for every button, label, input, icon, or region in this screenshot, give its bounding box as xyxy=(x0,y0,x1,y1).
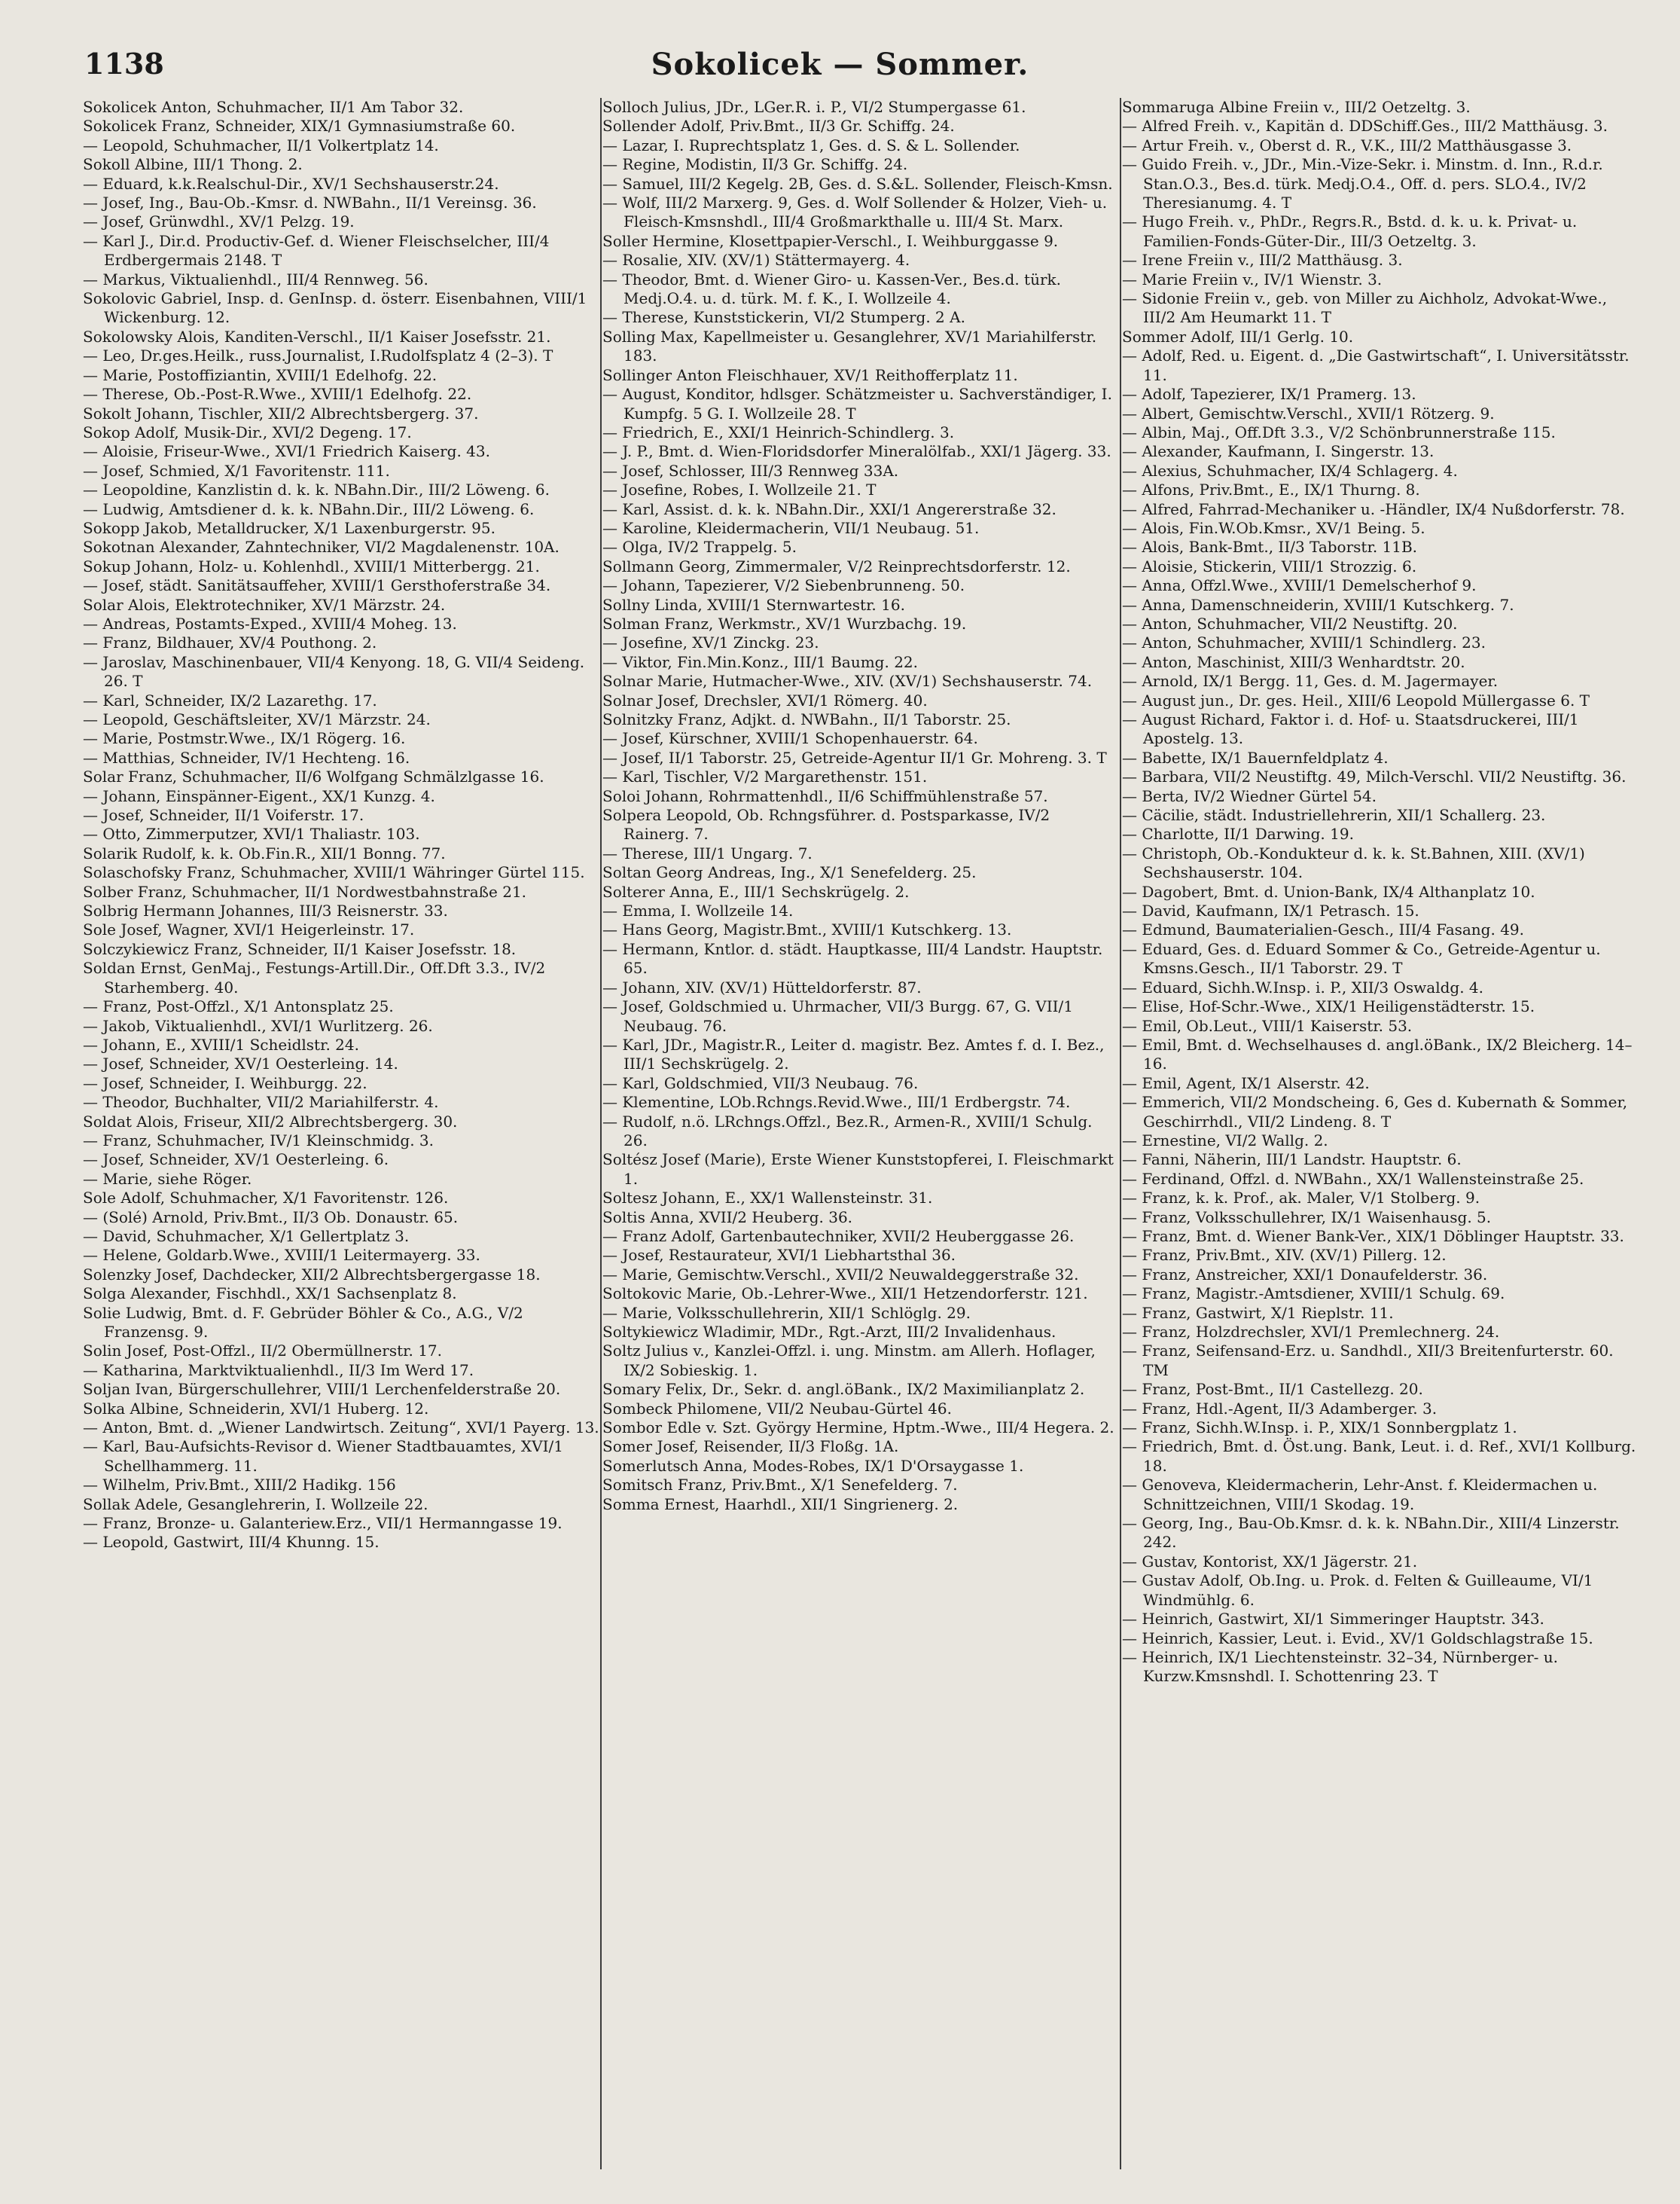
directory-entry: — Eduard, Ges. d. Eduard Sommer & Co., Getreide-Agentur u. Kmsns.Gesch., II/1 Taborstr. 29. T xyxy=(1122,939,1601,978)
directory-entry: — Anna, Offzl.Wwe., XVIII/1 Demelscherhof 9. xyxy=(1122,576,1477,595)
directory-entry: — Otto, Zimmerputzer, XVI/1 Thaliastr. 103. xyxy=(83,825,420,844)
directory-entry: — Anton, Bmt. d. „Wiener Landwirtsch. Zeitung“, XVI/1 Payerg. 13. xyxy=(83,1418,599,1437)
directory-entry: — Fanni, Näherin, III/1 Landstr. Hauptstr. 6. xyxy=(1122,1150,1462,1169)
directory-entry: — Franz, Post-Offzl., X/1 Antonsplatz 25. xyxy=(83,997,394,1016)
directory-entry: — Gustav Adolf, Ob.Ing. u. Prok. d. Felten & Guilleaume, VI/1 Windmühlg. 6. xyxy=(1122,1571,1593,1609)
directory-entry: — Therese, III/1 Ungarg. 7. xyxy=(602,844,813,862)
directory-entry: — Franz, Volksschullehrer, IX/1 Waisenhausg. 5. xyxy=(1122,1207,1492,1226)
directory-entry: — Josef, Schneider, I. Weihburgg. 22. xyxy=(83,1073,367,1092)
directory-entry: — Aloisie, Stickerin, VIII/1 Strozzig. 6. xyxy=(1122,557,1417,575)
directory-entry: — Elise, Hof-Schr.-Wwe., XIX/1 Heiligenstädterstr. 15. xyxy=(1122,997,1535,1016)
directory-entry: Sombor Edle v. Szt. György Hermine, Hptm.-Wwe., III/4 Hegera. 2. xyxy=(602,1418,1114,1437)
directory-entry: Soloi Johann, Rohrmattenhdl., II/6 Schiffmühlenstraße 57. xyxy=(602,786,1048,805)
directory-entry: — Dagobert, Bmt. d. Union-Bank, IX/4 Althanplatz 10. xyxy=(1122,882,1535,901)
directory-entry: — Eduard, Sichh.W.Insp. i. P., XII/3 Oswaldg. 4. xyxy=(1122,978,1483,997)
directory-entry: — Edmund, Baumaterialien-Gesch., III/4 Fasang. 49. xyxy=(1122,920,1525,939)
directory-entry: Solar Franz, Schuhmacher, II/6 Wolfgang Schmälzlgasse 16. xyxy=(83,768,544,786)
directory-entry: — J. P., Bmt. d. Wien-Floridsdorfer Mineralölfab., XXI/1 Jägerg. 33. xyxy=(602,442,1111,461)
directory-entry: — Marie, Volksschullehrerin, XII/1 Schlöglg. 29. xyxy=(602,1303,971,1322)
directory-entry: — Anton, Maschinist, XIII/3 Wenhardtstr. 20. xyxy=(1122,652,1465,671)
directory-entry: — Karl, Goldschmied, VII/3 Neubaug. 76. xyxy=(602,1073,919,1092)
directory-entry: Sokoll Albine, III/1 Thong. 2. xyxy=(83,155,303,174)
directory-entry: Soltesz Johann, E., XX/1 Wallensteinstr. 31. xyxy=(602,1189,933,1207)
directory-entry: — Berta, IV/2 Wiedner Gürtel 54. xyxy=(1122,786,1377,805)
directory-entry: — Franz, Sichh.W.Insp. i. P., XIX/1 Sonnbergplatz 1. xyxy=(1122,1418,1517,1437)
directory-entry: — Franz, Bildhauer, XV/4 Pouthong. 2. xyxy=(83,633,377,652)
directory-entry: — Barbara, VII/2 Neustiftg. 49, Milch-Verschl. VII/2 Neustiftg. 36. xyxy=(1122,768,1627,786)
directory-entry: Sommaruga Albine Freiin v., III/2 Oetzeltg. 3. xyxy=(1122,98,1471,116)
directory-entry: — Franz, Hdl.-Agent, II/3 Adamberger. 3. xyxy=(1122,1399,1438,1418)
directory-entry: — Genoveva, Kleidermacherin, Lehr-Anst. f. Kleidermachen u. Schnittzeichnen, VIII/1 Skodag. 19. xyxy=(1122,1476,1598,1513)
directory-entry: — Therese, Kunststickerin, VI/2 Stumperg. 2 A. xyxy=(602,308,965,327)
directory-entry: — Josef, Schmied, X/1 Favoritenstr. 111. xyxy=(83,461,390,480)
directory-entry: — Josef, städt. Sanitätsauffeher, XVIII/1 Gersthoferstraße 34. xyxy=(83,576,551,595)
directory-entry: Sokup Johann, Holz- u. Kohlenhdl., XVIII/1 Mitterbergg. 21. xyxy=(83,557,540,575)
directory-entry: — Ferdinand, Offzl. d. NWBahn., XX/1 Wallensteinstraße 25. xyxy=(1122,1169,1584,1188)
directory-entry: — Babette, IX/1 Bauernfeldplatz 4. xyxy=(1122,748,1389,767)
directory-entry: Sollinger Anton Fleischhauer, XV/1 Reithofferplatz 11. xyxy=(602,365,1018,384)
directory-entry: Somerlutsch Anna, Modes-Robes, IX/1 D'Orsaygasse 1. xyxy=(602,1456,1024,1475)
directory-entry: — Alexius, Schuhmacher, IX/4 Schlagerg. 4. xyxy=(1122,461,1458,480)
directory-entry: — Leopold, Schuhmacher, II/1 Volkertplatz 14. xyxy=(83,136,439,154)
directory-entry: — Therese, Ob.-Post-R.Wwe., XVIII/1 Edelhofg. 22. xyxy=(83,385,472,404)
directory-entry: — Josef, Schneider, XV/1 Oesterleing. 6. xyxy=(83,1150,389,1169)
directory-entry: — Emma, I. Wollzeile 14. xyxy=(602,902,794,920)
directory-entry: Sokop Adolf, Musik-Dir., XVI/2 Degeng. 17. xyxy=(83,423,412,441)
directory-entry: Solber Franz, Schuhmacher, II/1 Nordwestbahnstraße 21. xyxy=(83,882,527,901)
directory-entry: — Josef, Goldschmied u. Uhrmacher, VII/3 Burgg. 67, G. VII/1 Neubaug. 76. xyxy=(602,997,1073,1035)
directory-entry: — David, Kaufmann, IX/1 Petrasch. 15. xyxy=(1122,902,1419,920)
directory-entry: — Karl, Schneider, IX/2 Lazarethg. 17. xyxy=(83,691,377,710)
directory-entry: Solin Josef, Post-Offzl., II/2 Obermüllnerstr. 17. xyxy=(83,1342,443,1360)
directory-entry: Solling Max, Kapellmeister u. Gesanglehrer, XV/1 Mariahilferstr. 183. xyxy=(602,327,1097,365)
directory-entry: Sommer Adolf, III/1 Gerlg. 10. xyxy=(1122,327,1354,346)
directory-entry: — Rudolf, n.ö. LRchngs.Offzl., Bez.R., Armen-R., XVIII/1 Schulg. 26. xyxy=(602,1112,1093,1149)
directory-entry: Soldat Alois, Friseur, XII/2 Albrechtsbergerg. 30. xyxy=(83,1112,458,1131)
directory-entry: — Karl, JDr., Magistr.R., Leiter d. magistr. Bez. Amtes f. d. I. Bez., III/1 Sechskrügelg. 2. xyxy=(602,1035,1105,1073)
directory-entry: — Karl, Bau-Aufsichts-Revisor d. Wiener Stadtbauamtes, XVI/1 Schellhammerg. 11. xyxy=(83,1437,563,1475)
directory-entry: — Regine, Modistin, II/3 Gr. Schiffg. 24. xyxy=(602,155,908,174)
directory-entry: — August, Konditor, hdlsger. Schätzmeister u. Sachverständiger, I. Kumpfg. 5 G. I. Wollzeile 28. T xyxy=(602,385,1112,423)
directory-entry: — Emil, Agent, IX/1 Alserstr. 42. xyxy=(1122,1073,1370,1092)
directory-entry: Solka Albine, Schneiderin, XVI/1 Huberg. 12. xyxy=(83,1399,429,1418)
directory-entry: — Leo, Dr.ges.Heilk., russ.Journalist, I.Rudolfsplatz 4 (2–3). T xyxy=(83,346,553,365)
directory-entry: Solloch Julius, JDr., LGer.R. i. P., VI/2 Stumpergasse 61. xyxy=(602,98,1026,116)
directory-entry: — Heinrich, Gastwirt, XI/1 Simmeringer Hauptstr. 343. xyxy=(1122,1610,1544,1629)
directory-entry: Sole Adolf, Schuhmacher, X/1 Favoritenstr. 126. xyxy=(83,1189,449,1207)
directory-entry: — Franz, Holzdrechsler, XVI/1 Premlechnerg. 24. xyxy=(1122,1323,1500,1341)
directory-entry: — Heinrich, IX/1 Liechtensteinstr. 32–34, Nürnberger- u. Kurzw.Kmsnshdl. I. Schottenring 23. T xyxy=(1122,1647,1558,1686)
directory-entry: — Karoline, Kleidermacherin, VII/1 Neubaug. 51. xyxy=(602,518,980,537)
directory-entry: — Viktor, Fin.Min.Konz., III/1 Baumg. 22. xyxy=(602,652,918,671)
directory-entry: — Franz, Bmt. d. Wiener Bank-Ver., XIX/1 Döblinger Hauptstr. 33. xyxy=(1122,1226,1624,1245)
directory-entry: Solaschofsky Franz, Schuhmacher, XVIII/1 Währinger Gürtel 115. xyxy=(83,863,585,882)
directory-entry: — Johann, E., XVIII/1 Scheidlstr. 24. xyxy=(83,1035,359,1054)
directory-entry: — Josef, Schneider, II/1 Voiferstr. 17. xyxy=(83,806,364,825)
directory-entry: — Irene Freiin v., III/2 Matthäusg. 3. xyxy=(1122,251,1403,270)
directory-entry: Solarik Rudolf, k. k. Ob.Fin.R., XII/1 Bonng. 77. xyxy=(83,844,446,862)
directory-entry: — Friedrich, Bmt. d. Öst.ung. Bank, Leut. i. d. Ref., XVI/1 Kollburg. 18. xyxy=(1122,1437,1636,1475)
directory-entry: — Alexander, Kaufmann, I. Singerstr. 13. xyxy=(1122,442,1435,461)
directory-entry: Sokolt Johann, Tischler, XII/2 Albrechtsbergerg. 37. xyxy=(83,404,479,423)
directory-entry: — Albin, Maj., Off.Dft 3.3., V/2 Schönbrunnerstraße 115. xyxy=(1122,423,1556,441)
column-divider xyxy=(600,98,602,2169)
directory-entry: — Josefine, XV/1 Zinckg. 23. xyxy=(602,633,819,652)
directory-entry: — Albert, Gemischtw.Verschl., XVII/1 Rötzerg. 9. xyxy=(1122,404,1495,423)
directory-entry: — Samuel, III/2 Kegelg. 2B, Ges. d. S.&L. Sollender, Fleisch-Kmsn. xyxy=(602,174,1113,193)
directory-entry: — Jakob, Viktualienhdl., XVI/1 Wurlitzerg. 26. xyxy=(83,1016,433,1035)
directory-entry: Solnar Josef, Drechsler, XVI/1 Römerg. 40. xyxy=(602,691,928,710)
directory-entry: — Guido Freih. v., JDr., Min.-Vize-Sekr. i. Minstm. d. Inn., R.d.r. Stan.O.3., Bes.d. türk. Medj.O.4., Off. d. pers. SLO.4., IV/2 Theresianumg. 4. T xyxy=(1122,155,1603,212)
directory-entry: — Alfred, Fahrrad-Mechaniker u. -Händler, IX/4 Nußdorferstr. 78. xyxy=(1122,499,1625,518)
directory-entry: — Alois, Fin.W.Ob.Kmsr., XV/1 Being. 5. xyxy=(1122,518,1425,537)
directory-entry: — Wolf, III/2 Marxerg. 9, Ges. d. Wolf Sollender & Holzer, Vieh- u. Fleisch-Kmsnshdl., III/4 Großmarkthalle u. III/4 St. Marx. xyxy=(602,194,1108,231)
directory-entry: — Georg, Ing., Bau-Ob.Kmsr. d. k. k. NBahn.Dir., XIII/4 Linzerstr. 242. xyxy=(1122,1514,1620,1552)
directory-entry: — Heinrich, Kassier, Leut. i. Evid., XV/1 Goldschlagstraße 15. xyxy=(1122,1629,1593,1647)
directory-entry: — Anton, Schuhmacher, VII/2 Neustiftg. 20. xyxy=(1122,614,1458,633)
directory-entry: — Olga, IV/2 Trappelg. 5. xyxy=(602,538,797,557)
directory-entry: Soltykiewicz Wladimir, MDr., Rgt.-Arzt, III/2 Invalidenhaus. xyxy=(602,1323,1056,1341)
directory-entry: Soltokovic Marie, Ob.-Lehrer-Wwe., XII/1 Hetzendorferstr. 121. xyxy=(602,1284,1088,1303)
directory-entry: — Hugo Freih. v., PhDr., Regrs.R., Bstd. d. k. u. k. Privat- u. Familien-Fonds-Güter-Dir., III/3 Oetzeltg. 3. xyxy=(1122,212,1578,250)
directory-entry: Solenzky Josef, Dachdecker, XII/2 Albrechtsbergergasse 18. xyxy=(83,1265,541,1284)
directory-entry: — Theodor, Bmt. d. Wiener Giro- u. Kassen-Ver., Bes.d. türk. Medj.O.4. u. d. türk. M. f. K., I. Wollzeile 4. xyxy=(602,270,1061,308)
directory-entry: Somma Ernest, Haarhdl., XII/1 Singrienerg. 2. xyxy=(602,1494,959,1513)
directory-entry: — Franz, Magistr.-Amtsdiener, XVIII/1 Schulg. 69. xyxy=(1122,1284,1505,1303)
directory-entry: — Lazar, I. Ruprechtsplatz 1, Ges. d. S. & L. Sollender. xyxy=(602,136,1020,154)
directory-entry: — Sidonie Freiin v., geb. von Miller zu Aichholz, Advokat-Wwe., III/2 Am Heumarkt 11. T xyxy=(1122,289,1608,327)
directory-entry: — Emil, Ob.Leut., VIII/1 Kaiserstr. 53. xyxy=(1122,1016,1413,1035)
directory-entry: — Josef, Grünwdhl., XV/1 Pelzg. 19. xyxy=(83,212,355,231)
directory-entry: — Marie, siehe Röger. xyxy=(83,1169,252,1188)
directory-entry: Somitsch Franz, Priv.Bmt., X/1 Senefelderg. 7. xyxy=(602,1476,958,1494)
directory-entry: — Katharina, Marktviktualienhdl., II/3 Im Werd 17. xyxy=(83,1360,474,1379)
directory-entry: — Marie Freiin v., IV/1 Wienstr. 3. xyxy=(1122,270,1383,288)
directory-entry: — Karl, Assist. d. k. k. NBahn.Dir., XXI/1 Angererstraße 32. xyxy=(602,499,1056,518)
directory-entry: — Emmerich, VII/2 Mondscheing. 6, Ges d. Kubernath & Sommer, Geschirrhdl., VII/2 Lindeng. 8. T xyxy=(1122,1093,1628,1131)
column-2 xyxy=(602,98,1119,2177)
directory-entry: Sollender Adolf, Priv.Bmt., II/3 Gr. Schiffg. 24. xyxy=(602,117,955,136)
directory-entry: Soltz Julius v., Kanzlei-Offzl. i. ung. Minstm. am Allerh. Hoflager, IX/2 Sobieskig. 1. xyxy=(602,1342,1096,1379)
directory-entry: — Jaroslav, Maschinenbauer, VII/4 Kenyong. 18, G. VII/4 Seideng. 26. T xyxy=(83,652,585,691)
directory-entry: — Klementine, LOb.Rchngs.Revid.Wwe., III/1 Erdbergstr. 74. xyxy=(602,1093,1071,1112)
directory-entry: Sokolovic Gabriel, Insp. d. GenInsp. d. österr. Eisenbahnen, VIII/1 Wickenburg. 12. xyxy=(83,289,587,327)
directory-entry: Solman Franz, Werkmstr., XV/1 Wurzbachg. 19. xyxy=(602,614,967,633)
directory-entry: Sombeck Philomene, VII/2 Neubau-Gürtel 46. xyxy=(602,1399,952,1418)
directory-entry: — Franz Adolf, Gartenbautechniker, XVII/2 Heuberggasse 26. xyxy=(602,1226,1075,1245)
directory-entry: — Franz, Post-Bmt., II/1 Castellezg. 20. xyxy=(1122,1380,1423,1399)
directory-entry: — Eduard, k.k.Realschul-Dir., XV/1 Sechshauserstr.24. xyxy=(83,174,499,193)
directory-entry: — Josef, II/1 Taborstr. 25, Getreide-Agentur II/1 Gr. Mohreng. 3. T xyxy=(602,748,1107,767)
directory-entry: — Friedrich, E., XXI/1 Heinrich-Schindlerg. 3. xyxy=(602,423,955,441)
directory-entry: Solie Ludwig, Bmt. d. F. Gebrüder Böhler & Co., A.G., V/2 Franzensg. 9. xyxy=(83,1303,523,1341)
directory-entry: — Wilhelm, Priv.Bmt., XIII/2 Hadikg. 156 xyxy=(83,1476,396,1494)
column-divider xyxy=(1120,98,1121,2169)
directory-entry: Soljan Ivan, Bürgerschullehrer, VIII/1 Lerchenfelderstraße 20. xyxy=(83,1380,561,1399)
directory-entry: Soltész Josef (Marie), Erste Wiener Kunststopferei, I. Fleischmarkt 1. xyxy=(602,1150,1114,1188)
directory-entry: — Marie, Postmstr.Wwe., IX/1 Rögerg. 16. xyxy=(83,729,406,748)
directory-entry: — Ludwig, Amtsdiener d. k. k. NBahn.Dir., III/2 Löweng. 6. xyxy=(83,499,535,518)
directory-entry: Somary Felix, Dr., Sekr. d. angl.öBank., IX/2 Maximilianplatz 2. xyxy=(602,1380,1085,1399)
directory-entry: Sokotnan Alexander, Zahntechniker, VI/2 Magdalenenstr. 10A. xyxy=(83,538,559,557)
directory-entry: Solterer Anna, E., III/1 Sechskrügelg. 2. xyxy=(602,882,910,901)
directory-entry: Soltis Anna, XVII/2 Heuberg. 36. xyxy=(602,1207,853,1226)
directory-entry: — Aloisie, Friseur-Wwe., XVI/1 Friedrich Kaiserg. 43. xyxy=(83,442,490,461)
directory-entry: — Johann, XIV. (XV/1) Hütteldorferstr. 87. xyxy=(602,978,922,997)
directory-entry: — August Richard, Faktor i. d. Hof- u. Staatsdruckerei, III/1 Apostelg. 13. xyxy=(1122,710,1579,748)
page-header xyxy=(0,47,1680,92)
directory-entry: — Karl J., Dir.d. Productiv-Gef. d. Wiener Fleischselcher, III/4 Erdbergermais 2148. T xyxy=(83,231,550,270)
directory-entry: Soller Hermine, Klosettpapier-Verschl., I. Weihburggasse 9. xyxy=(602,231,1059,250)
directory-entry: — Franz, k. k. Prof., ak. Maler, V/1 Stolberg. 9. xyxy=(1122,1189,1480,1207)
directory-entry: Solga Alexander, Fischhdl., XX/1 Sachsenplatz 8. xyxy=(83,1284,457,1303)
directory-entry: — Emil, Bmt. d. Wechselhauses d. angl.öBank., IX/2 Bleicherg. 14–16. xyxy=(1122,1035,1633,1073)
directory-entry: — Marie, Gemischtw.Verschl., XVII/2 Neuwaldeggerstraße 32. xyxy=(602,1265,1079,1284)
directory-entry: — Markus, Viktualienhdl., III/4 Rennweg. 56. xyxy=(83,270,428,288)
directory-entry: — Franz, Schuhmacher, IV/1 Kleinschmidg. 3. xyxy=(83,1131,434,1149)
directory-entry: — Josefine, Robes, I. Wollzeile 21. T xyxy=(602,481,877,499)
directory-entry: — Andreas, Postamts-Exped., XVIII/4 Moheg. 13. xyxy=(83,614,457,633)
directory-entry: — Ernestine, VI/2 Wallg. 2. xyxy=(1122,1131,1328,1149)
directory-entry: — Leopoldine, Kanzlistin d. k. k. NBahn.Dir., III/2 Löweng. 6. xyxy=(83,481,550,499)
directory-entry: — Leopold, Geschäftsleiter, XV/1 Märzstr. 24. xyxy=(83,710,431,728)
directory-entry: Solnitzky Franz, Adjkt. d. NWBahn., II/1 Taborstr. 25. xyxy=(602,710,1011,728)
directory-entry: — Josef, Restaurateur, XVI/1 Liebhartsthal 36. xyxy=(602,1246,956,1265)
directory-entry: — Matthias, Schneider, IV/1 Hechteng. 16. xyxy=(83,748,410,767)
directory-entry: — Franz, Anstreicher, XXI/1 Donaufelderstr. 36. xyxy=(1122,1265,1488,1284)
directory-entry: — Adolf, Tapezierer, IX/1 Pramerg. 13. xyxy=(1122,385,1416,404)
directory-entry: Soldan Ernst, GenMaj., Festungs-Artill.Dir., Off.Dft 3.3., IV/2 Starhemberg. 40. xyxy=(83,959,546,997)
directory-entry: — David, Schuhmacher, X/1 Gellertplatz 3. xyxy=(83,1226,410,1245)
directory-entry: — Anna, Damenschneiderin, XVIII/1 Kutschkerg. 7. xyxy=(1122,595,1514,614)
directory-entry: — Artur Freih. v., Oberst d. R., V.K., III/2 Matthäusgasse 3. xyxy=(1122,136,1572,154)
directory-entry: — Adolf, Red. u. Eigent. d. „Die Gastwirtschaft“, I. Universitätsstr. 11. xyxy=(1122,346,1630,384)
directory-entry: — Josef, Schlosser, III/3 Rennweg 33A. xyxy=(602,461,899,480)
directory-entry: Sollmann Georg, Zimmermaler, V/2 Reinprechtsdorferstr. 12. xyxy=(602,557,1071,575)
directory-entry: — Theodor, Buchhalter, VII/2 Mariahilferstr. 4. xyxy=(83,1093,439,1112)
directory-entry: Solczykiewicz Franz, Schneider, II/1 Kaiser Josefsstr. 18. xyxy=(83,939,517,958)
directory-entry: Sollak Adele, Gesanglehrerin, I. Wollzeile 22. xyxy=(83,1494,428,1513)
directory-entry: — Arnold, IX/1 Bergg. 11, Ges. d. M. Jagermayer. xyxy=(1122,672,1499,691)
page-title: Sokolicek — Sommer. xyxy=(651,47,1029,82)
directory-entry: — Johann, Einspänner-Eigent., XX/1 Kunzg. 4. xyxy=(83,786,435,805)
directory-entry: — Karl, Tischler, V/2 Margarethenstr. 151. xyxy=(602,768,928,786)
directory-entry: Solpera Leopold, Ob. Rchngsführer. d. Postsparkasse, IV/2 Rainerg. 7. xyxy=(602,806,1050,844)
directory-entry: Solnar Marie, Hutmacher-Wwe., XIV. (XV/1) Sechshauserstr. 74. xyxy=(602,672,1093,691)
directory-entry: Sokolicek Anton, Schuhmacher, II/1 Am Tabor 32. xyxy=(83,98,464,116)
directory-entry: — Leopold, Gastwirt, III/4 Khunng. 15. xyxy=(83,1533,380,1552)
directory-entry: — Christoph, Ob.-Kondukteur d. k. k. St.Bahnen, XIII. (XV/1) Sechshauserstr. 104. xyxy=(1122,844,1585,882)
column-1 xyxy=(83,98,599,2177)
directory-entry: — Josef, Ing., Bau-Ob.-Kmsr. d. NWBahn., II/1 Vereinsg. 36. xyxy=(83,194,537,212)
directory-entry: — Franz, Gastwirt, X/1 Rieplstr. 11. xyxy=(1122,1303,1394,1322)
directory-entry: — Cäcilie, städt. Industriellehrerin, XII/1 Schallerg. 23. xyxy=(1122,806,1546,825)
directory-entry: — Franz, Seifensand-Erz. u. Sandhdl., XII/3 Breitenfurterstr. 60. TM xyxy=(1122,1342,1614,1379)
directory-entry: — August jun., Dr. ges. Heil., XIII/6 Leopold Müllergasse 6. T xyxy=(1122,691,1590,710)
directory-entry: — Marie, Postoffiziantin, XVIII/1 Edelhofg. 22. xyxy=(83,365,438,384)
directory-entry: — Gustav, Kontorist, XX/1 Jägerstr. 21. xyxy=(1122,1552,1418,1571)
directory-entry: — Hans Georg, Magistr.Bmt., XVIII/1 Kutschkerg. 13. xyxy=(602,920,1012,939)
directory-entry: Sokolowsky Alois, Kanditen-Verschl., II/1 Kaiser Josefsstr. 21. xyxy=(83,327,551,346)
directory-entry: — Charlotte, II/1 Darwing. 19. xyxy=(1122,825,1354,844)
directory-entry: — Hermann, Kntlor. d. städt. Hauptkasse, III/4 Landstr. Hauptstr. 65. xyxy=(602,939,1103,978)
directory-entry: Soltan Georg Andreas, Ing., X/1 Senefelderg. 25. xyxy=(602,863,977,882)
directory-entry: Somer Josef, Reisender, II/3 Floßg. 1A. xyxy=(602,1437,899,1456)
page-number: 1138 xyxy=(84,47,164,81)
directory-entry: — Alfons, Priv.Bmt., E., IX/1 Thurng. 8. xyxy=(1122,481,1420,499)
directory-entry: — Rosalie, XIV. (XV/1) Stättermayerg. 4. xyxy=(602,251,910,270)
directory-entry: Sokopp Jakob, Metalldrucker, X/1 Laxenburgerstr. 95. xyxy=(83,518,495,537)
directory-entry: Sole Josef, Wagner, XVI/1 Heigerleinstr. 17. xyxy=(83,920,415,939)
directory-entry: — Alois, Bank-Bmt., II/3 Taborstr. 11B. xyxy=(1122,538,1418,557)
directory-entry: — Anton, Schuhmacher, XVIII/1 Schindlerg. 23. xyxy=(1122,633,1486,652)
directory-entry: — (Solé) Arnold, Priv.Bmt., II/3 Ob. Donaustr. 65. xyxy=(83,1207,459,1226)
directory-entry: — Josef, Schneider, XV/1 Oesterleing. 14. xyxy=(83,1055,398,1073)
column-3 xyxy=(1122,98,1639,2177)
directory-entry: Sollny Linda, XVIII/1 Sternwartestr. 16. xyxy=(602,595,905,614)
directory-entry: Sokolicek Franz, Schneider, XIX/1 Gymnasiumstraße 60. xyxy=(83,117,516,136)
directory-entry: — Franz, Priv.Bmt., XIV. (XV/1) Pillerg. 12. xyxy=(1122,1246,1447,1265)
directory-entry: — Helene, Goldarb.Wwe., XVIII/1 Leitermayerg. 33. xyxy=(83,1246,480,1265)
directory-entry: — Alfred Freih. v., Kapitän d. DDSchiff.Ges., III/2 Matthäusg. 3. xyxy=(1122,117,1608,136)
directory-entry: — Franz, Bronze- u. Galanteriew.Erz., VII/1 Hermanngasse 19. xyxy=(83,1514,563,1533)
directory-entry: — Johann, Tapezierer, V/2 Siebenbrunneng. 50. xyxy=(602,576,965,595)
directory-entry: Solar Alois, Elektrotechniker, XV/1 Märzstr. 24. xyxy=(83,595,446,614)
directory-entry: Solbrig Hermann Johannes, III/3 Reisnerstr. 33. xyxy=(83,902,448,920)
directory-entry: — Josef, Kürschner, XVIII/1 Schopenhauerstr. 64. xyxy=(602,729,978,748)
